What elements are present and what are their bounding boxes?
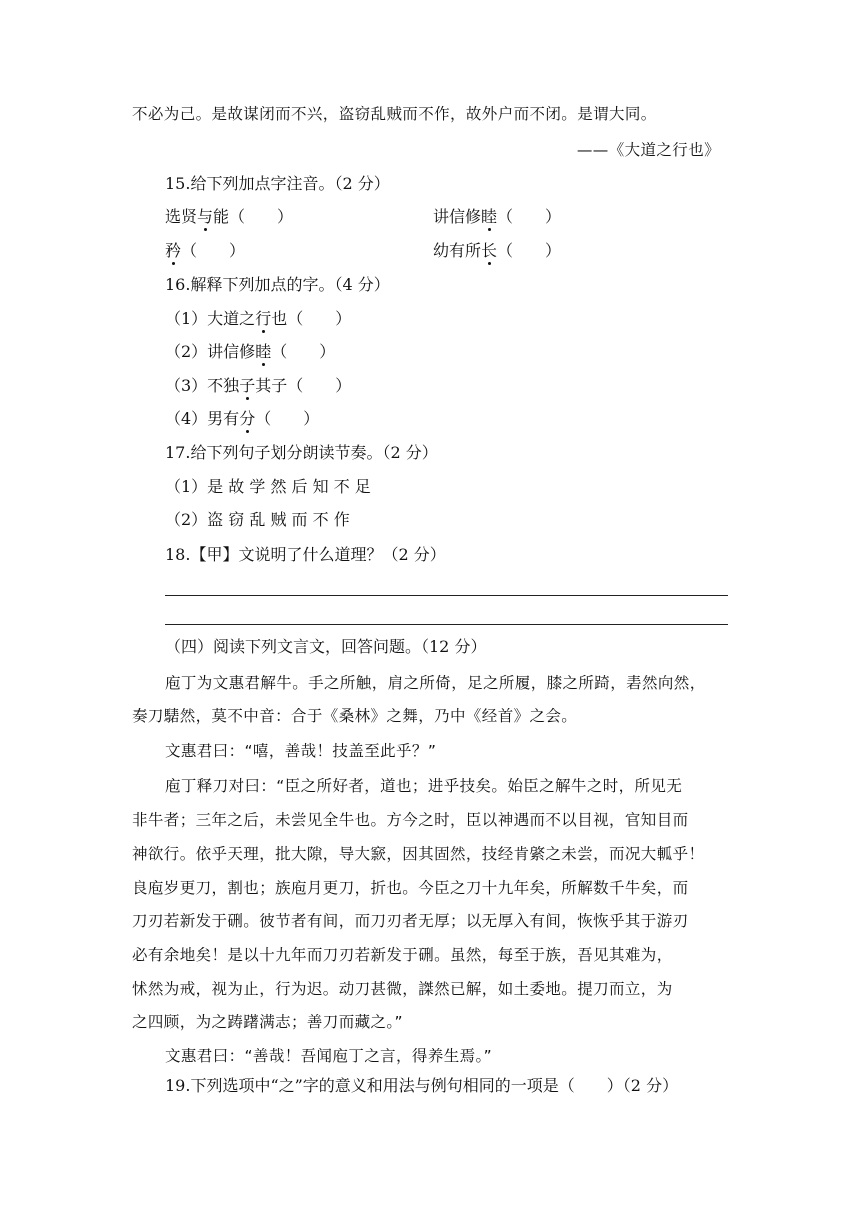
q16-item-3-pre: （3）不独 <box>165 376 240 395</box>
passage-line: 庖丁释刀对曰：“臣之所好者，道也；进乎技矣。始臣之解牛之时，所见无 <box>165 777 683 795</box>
q15-item-3 <box>165 241 245 261</box>
q16-item-1-post: 也（ ） <box>271 309 352 328</box>
q15-item-1-post: 能（ ） <box>213 207 294 226</box>
question-19-title: 19.下列选项中“之”字的意义和用法与例句相同的一项是（ ）（2 分） <box>165 1076 679 1095</box>
q16-item-2-post: （ ） <box>271 342 336 361</box>
q16-item-2-dotted-char: 睦 <box>255 342 272 361</box>
question-18-title: 18.【甲】文说明了什么道理？（2 分） <box>165 545 446 564</box>
q16-item-3-post: 其子（ ） <box>255 376 352 395</box>
passage-line: 庖丁为文惠君解牛。手之所触，肩之所倚，足之所履，膝之所踦，砉然向然， <box>165 674 706 692</box>
q15-item-4-post: （ ） <box>497 241 562 260</box>
section-4-title: （四）阅读下列文言文，回答问题。（12 分） <box>165 637 487 656</box>
q16-item-4 <box>165 409 319 429</box>
q16-item-3-dotted-char: 子 <box>239 376 256 395</box>
passage-line: 之四顾，为之踌躇满志；善刀而藏之。” <box>132 1013 403 1031</box>
passage-line: 文惠君曰：“嘻，善哉！技盖至此乎？” <box>165 742 437 760</box>
question-15-title: 15.给下列加点字注音。（2 分） <box>165 174 390 193</box>
question-17-title: 17.给下列句子划分朗读节奏。（2 分） <box>165 443 438 462</box>
question-16-title: 16.解释下列加点的字。（4 分） <box>165 275 390 294</box>
q16-item-3 <box>165 376 351 396</box>
q16-item-4-dotted-char: 分 <box>239 409 256 428</box>
q17-sentence-2: （2）盗 窃 乱 贼 而 不 作 <box>165 510 350 529</box>
q15-item-3-dotted-char: 矜 <box>165 241 182 260</box>
q17-sentence-1: （1）是 故 学 然 后 知 不 足 <box>165 477 371 496</box>
passage-line: 非牛者；三年之后，未尝见全牛也。方今之时，臣以神遇而不以目视，官知目而 <box>132 811 689 829</box>
passage-line: 良庖岁更刀，割也；族庖月更刀，折也。今臣之刀十九年矣，所解数千牛矣，而 <box>132 879 689 897</box>
q15-item-1-dotted-char: 与 <box>197 207 214 226</box>
passage-source: ——《大道之行也》 <box>576 141 720 159</box>
passage-line: 神欲行。依乎天理，批大隙，导大窾，因其固然，技经肯綮之未尝，而况大軱乎！ <box>132 845 705 863</box>
q15-item-4-dotted-char: 长 <box>481 241 498 260</box>
q15-item-4 <box>433 241 561 261</box>
answer-line-2[interactable] <box>165 624 728 625</box>
answer-line-1[interactable] <box>165 595 728 596</box>
passage-line: 必有余地矣！是以十九年而刀刃若新发于硎。虽然，每至于族，吾见其难为， <box>132 946 673 964</box>
q16-item-4-pre: （4）男有 <box>165 409 240 428</box>
q15-item-1 <box>165 207 293 227</box>
q16-item-1 <box>165 309 351 329</box>
q16-item-1-pre: （1）大道之 <box>165 309 256 328</box>
q16-item-2 <box>165 342 335 362</box>
q15-item-2-dotted-char: 睦 <box>481 207 498 226</box>
q16-item-2-pre: （2）讲信修 <box>165 342 256 361</box>
passage-line: 刀刃若新发于硎。彼节者有间，而刀刃者无厚；以无厚入有间，恢恢乎其于游刃 <box>132 912 689 930</box>
q15-item-1-pre: 选贤 <box>165 207 198 226</box>
passage-line: 不必为己。是故谋闭而不兴，盗窃乱贼而不作，故外户而不闭。是谓大同。 <box>132 105 657 123</box>
q15-item-3-post: （ ） <box>181 241 246 260</box>
q16-item-1-dotted-char: 行 <box>255 309 272 328</box>
q16-item-4-post: （ ） <box>255 409 320 428</box>
q15-item-2-pre: 讲信修 <box>433 207 482 226</box>
passage-line: 文惠君曰：“善哉！吾闻庖丁之言，得养生焉。” <box>165 1047 493 1065</box>
passage-line: 怵然为戒，视为止，行为迟。动刀甚微，謋然已解，如土委地。提刀而立，为 <box>132 980 673 998</box>
q15-item-2-post: （ ） <box>497 207 562 226</box>
q15-item-2 <box>433 207 561 227</box>
passage-line: 奏刀騞然，莫不中音：合于《桑林》之舞，乃中《经首》之会。 <box>132 707 578 725</box>
q15-item-4-pre: 幼有所 <box>433 241 482 260</box>
